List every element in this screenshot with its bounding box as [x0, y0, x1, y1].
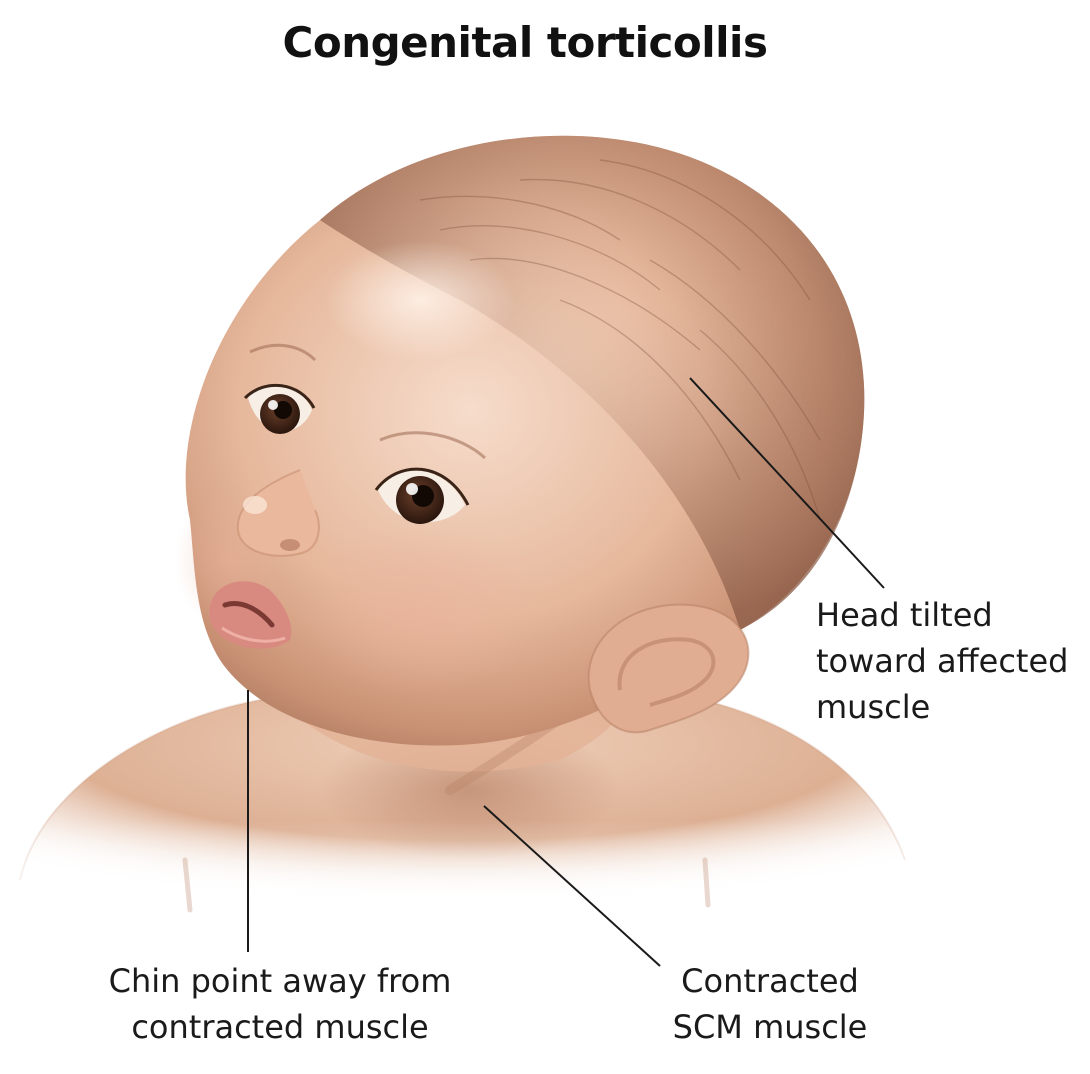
label-head-tilted-line3: muscle [816, 688, 931, 726]
label-contracted-scm-line1: Contracted [681, 962, 859, 1000]
diagram-title: Congenital torticollis [282, 18, 768, 67]
label-contracted-scm [640, 958, 900, 1050]
head [175, 136, 864, 746]
label-chin-point [60, 958, 500, 1050]
label-chin-point-line1: Chin point away from [108, 962, 452, 1000]
label-head-tilted [816, 592, 1068, 730]
label-contracted-scm-line2: SCM muscle [672, 1008, 868, 1046]
label-head-tilted-line2: toward affected [816, 642, 1069, 680]
label-chin-point-line2: contracted muscle [131, 1008, 429, 1046]
label-head-tilted-line1: Head tilted [816, 596, 993, 634]
